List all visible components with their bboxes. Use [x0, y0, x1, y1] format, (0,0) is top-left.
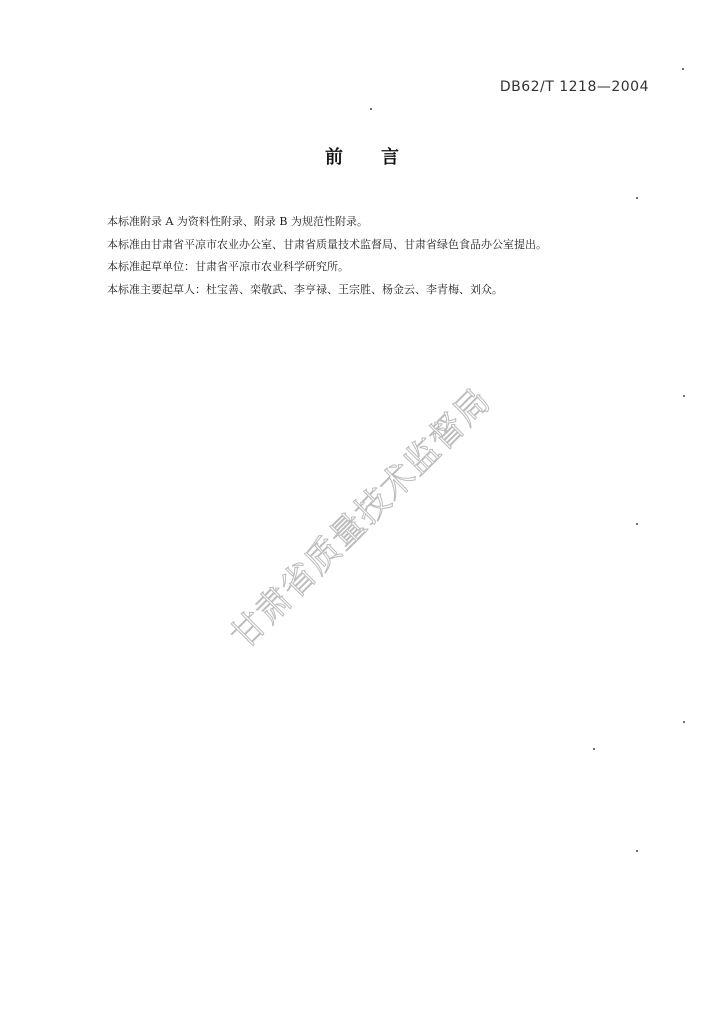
- watermark: 甘肃省质量技术监督局: [223, 380, 499, 657]
- foreword-body: [107, 211, 667, 301]
- title-char-1: 前: [325, 147, 343, 168]
- scan-speck: [682, 68, 684, 70]
- scan-speck: [370, 108, 372, 110]
- foreword-paragraph-annex: 本标准附录 A 为资料性附录、附录 B 为规范性附录。: [107, 215, 369, 228]
- scan-speck: [683, 395, 685, 397]
- scan-speck: [636, 197, 638, 199]
- document-number: DB62/T 1218—2004: [499, 79, 649, 95]
- scan-speck: [593, 748, 595, 750]
- foreword-paragraph-drafters: 本标准主要起草人：杜宝善、栾敬武、李亨禄、王宗胜、杨金云、李青梅、刘众。: [107, 282, 503, 296]
- foreword-paragraph-drafting-unit: 本标准起草单位：甘肃省平凉市农业科学研究所。: [107, 260, 349, 273]
- title-char-2: 言: [381, 147, 399, 168]
- page-title: [0, 143, 724, 169]
- scan-speck: [683, 721, 685, 723]
- scan-speck: [636, 850, 638, 852]
- scan-speck: [636, 523, 638, 525]
- foreword-paragraph-proposer: 本标准由甘肃省平凉市农业办公室、甘肃省质量技术监督局、甘肃省绿色食品办公室提出。: [107, 237, 547, 251]
